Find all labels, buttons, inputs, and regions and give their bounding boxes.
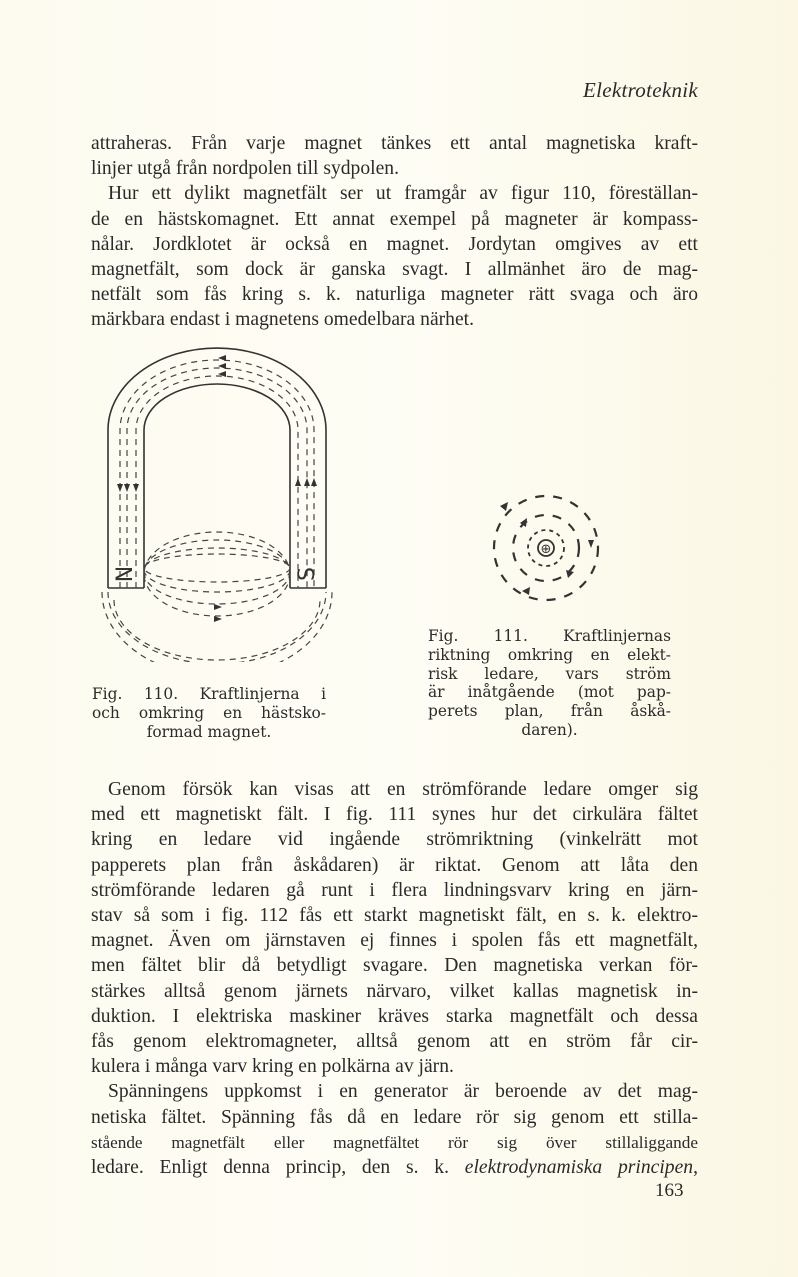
- text-line: strömförande ledaren gå runt i flera lindningsvarv kring en järn-: [91, 879, 698, 901]
- caption-line: formad magnet.: [146, 722, 272, 741]
- text-line: papperets plan från åskådaren) är riktat. Genom att låta den: [91, 854, 698, 876]
- caption-line: Fig. 110. Kraftlinjerna i: [92, 685, 326, 703]
- caption-line: och omkring en hästsko-: [92, 703, 326, 722]
- text-line: nålar. Jordklotet är också en magnet. Jordytan omgives av ett: [91, 233, 698, 255]
- text-line: netfält som fås kring s. k. naturliga magneter rätt svaga och äro: [91, 284, 698, 306]
- caption-line: daren).: [521, 720, 578, 739]
- text-line: stående magnetfält eller magnetfältet rör sig över stillaliggande: [91, 1132, 698, 1152]
- text-line: Spänningens uppkomst i en generator är beroende av det mag-: [108, 1081, 698, 1103]
- current-into-page-symbol: ⊕: [540, 542, 552, 557]
- text-line: Hur ett dylikt magnetfält ser ut framgår av figur 110, föreställan-: [108, 183, 698, 205]
- figure-111-caption: [428, 627, 671, 740]
- text-line: märkbara endast i magnetens omedelbara närhet.: [91, 309, 474, 331]
- running-title: Elektroteknik: [582, 78, 698, 102]
- conductor-field-figure: [470, 478, 635, 603]
- figure-110-caption: [92, 685, 326, 741]
- text-line: de en hästskomagnet. Ett annat exempel på magneter är kompass-: [91, 208, 698, 230]
- horseshoe-magnet-figure: [100, 342, 335, 662]
- text-run: ledare. Enligt denna princip, den s. k.: [91, 1157, 465, 1179]
- text-line: med ett magnetiskt fält. I fig. 111 synes hur det cirkulära fältet: [91, 804, 698, 826]
- north-pole-label: N: [113, 565, 138, 583]
- italic-term: elektrodynamiska principen: [464, 1157, 694, 1179]
- text-line: duktion. I elektriska maskiner kräves starka magnetfält och dessa: [91, 1005, 698, 1027]
- caption-line: riktning omkring en elekt-: [428, 645, 671, 664]
- text-line: fås genom elektromagneter, alltså genom att en ström får cir-: [91, 1031, 698, 1053]
- paragraph-block-top: [91, 131, 698, 333]
- south-pole-label: S: [295, 567, 320, 581]
- text-line: kring en ledare vid ingående strömriktning (vinkelrätt mot: [91, 829, 698, 851]
- text-run: ,: [693, 1157, 698, 1179]
- text-line: kulera i många varv kring en polkärna av järn.: [91, 1056, 454, 1078]
- caption-line: risk ledare, vars ström: [428, 664, 671, 683]
- text-line-last: [91, 1155, 698, 1180]
- text-line: attraheras. Från varje magnet tänkes ett antal magnetiska kraft-: [91, 133, 698, 154]
- caption-line: perets plan, från åskå-: [428, 702, 671, 721]
- text-line: linjer utgå från nordpolen till sydpolen.: [91, 158, 399, 180]
- text-line: men fältet blir då betydligt svagare. Den magnetiska verkan för-: [91, 955, 698, 977]
- text-line: magnet. Även om järnstaven ej finnes i spolen fås ett magnetfält,: [91, 930, 698, 952]
- text-line: Genom försök kan visas att en strömförande ledare omger sig: [108, 779, 698, 800]
- caption-line: Fig. 111. Kraftlinjernas: [428, 627, 671, 645]
- text-line: stärkes alltså genom järnets närvaro, vilket kallas magnetisk in-: [91, 980, 698, 1002]
- text-line: netiska fältet. Spänning fås då en ledare rör sig genom ett stilla-: [91, 1106, 698, 1128]
- text-line: magnetfält, som dock är ganska svagt. I allmänhet äro de mag-: [91, 259, 698, 281]
- caption-line: är inåtgående (mot pap-: [428, 683, 671, 702]
- text-line: stav så som i fig. 112 fås ett starkt magnetiskt fält, en s. k. elektro-: [91, 905, 698, 927]
- paragraph-block-bottom: [91, 777, 698, 1180]
- page-number: 163: [655, 1180, 684, 1201]
